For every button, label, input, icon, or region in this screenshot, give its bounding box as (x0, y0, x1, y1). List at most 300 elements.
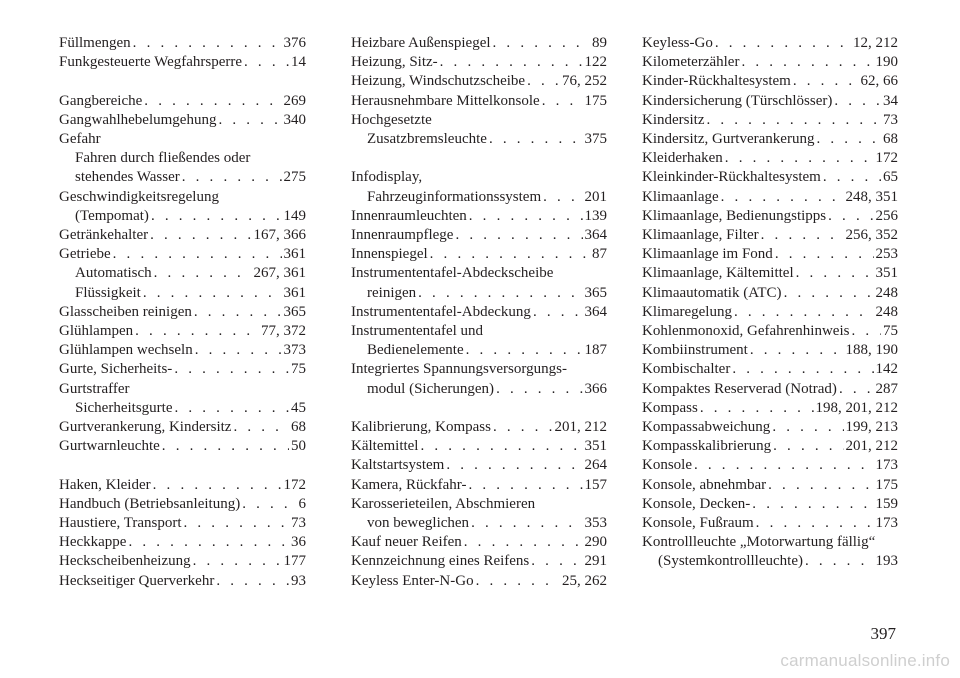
index-entry (59, 111, 306, 130)
index-entry-line (642, 341, 898, 360)
page-reference: 122 (584, 54, 607, 71)
page-reference: 75 (291, 361, 306, 378)
index-term: Integriertes Spannungsversorgungs- (351, 361, 567, 378)
index-term: Handbuch (Betriebsanleitung) (59, 495, 241, 512)
index-entry-line (351, 380, 607, 399)
index-term: Kompasskalibrierung (642, 438, 772, 455)
index-term: Klimaanlage, Kältemittel (642, 265, 794, 282)
index-term: Fahrzeuginformationssystem (367, 188, 542, 205)
index-term: Kindersicherung (Türschlösser) (642, 92, 833, 109)
index-term: Innenraumleuchten (351, 207, 467, 224)
dot-leader (839, 380, 874, 399)
page-reference: 248, 351 (845, 188, 898, 205)
index-entry (59, 418, 306, 437)
index-entry (642, 188, 898, 207)
index-column-3 (642, 34, 898, 572)
index-entry-line (59, 360, 306, 379)
index-term: Heizung, Sitz- (351, 54, 438, 71)
index-term: Haken, Kleider (59, 476, 151, 493)
page-reference: 173 (875, 515, 898, 532)
index-term: Kombiinstrument (642, 342, 748, 359)
index-entry (642, 456, 898, 475)
index-entry-line (59, 322, 306, 341)
index-entry (59, 34, 306, 53)
index-entry-line (351, 111, 607, 130)
index-entry-line (59, 264, 306, 283)
page-reference: 172 (283, 476, 306, 493)
dot-leader (768, 476, 873, 495)
index-entry (642, 514, 898, 533)
index-term: Keyless-Go (642, 35, 713, 51)
index-entry (351, 53, 607, 72)
index-entry-line (351, 495, 607, 514)
dot-leader (775, 245, 874, 264)
index-entry-line (59, 284, 306, 303)
index-entry (351, 245, 607, 264)
index-entry (59, 226, 306, 245)
index-entry-line (59, 399, 306, 418)
index-entry (642, 149, 898, 168)
index-entry-line (642, 130, 898, 149)
index-term: modul (Sicherungen) (367, 380, 495, 397)
index-term: Gangbereiche (59, 92, 143, 109)
index-entry-line (642, 284, 898, 303)
dot-leader (700, 399, 814, 418)
index-entry-line (59, 476, 306, 495)
index-entry-line (59, 149, 306, 168)
page-reference: 190 (875, 54, 898, 71)
index-entry (642, 284, 898, 303)
index-entry (59, 303, 306, 322)
page-reference: 6 (298, 495, 306, 512)
dot-leader (174, 399, 289, 418)
index-term: Kalibrierung, Kompass (351, 419, 491, 436)
index-entry (351, 322, 607, 360)
index-entry (59, 360, 306, 379)
index-term: stehendes Wasser (75, 169, 180, 186)
index-entry (351, 92, 607, 111)
index-term: Klimaanlage im Fond (642, 246, 773, 263)
index-entry (59, 264, 306, 283)
page-reference: 173 (875, 457, 898, 474)
dot-leader (174, 360, 289, 379)
dot-leader (543, 188, 582, 207)
index-entry (351, 207, 607, 226)
index-term: Kamera, Rückfahr- (351, 476, 467, 493)
index-term: Kombischalter (642, 361, 731, 378)
page-reference: 12, 212 (853, 35, 898, 51)
index-entry (642, 476, 898, 495)
index-entry-line (642, 399, 898, 418)
index-column-1 (59, 34, 306, 591)
index-entry (351, 168, 607, 206)
index-term: Kennzeichnung eines Reifens (351, 553, 530, 570)
dot-leader (531, 552, 582, 571)
index-term: Fahren durch fließendes oder (75, 150, 251, 167)
index-entry (351, 418, 607, 437)
page-reference: 364 (584, 227, 607, 244)
index-entry-line (351, 552, 607, 571)
dot-leader (216, 572, 289, 591)
dot-leader (793, 72, 859, 91)
index-entry-line (351, 188, 607, 207)
index-entry-line (351, 322, 607, 341)
index-entry (59, 245, 306, 264)
index-entry (642, 341, 898, 360)
page-reference: 34 (883, 92, 898, 109)
page-reference: 50 (291, 438, 306, 455)
index-term: Kontrollleuchte „Motorwartung fällig“ (642, 534, 876, 551)
page-number: 397 (870, 624, 896, 643)
page-reference: 159 (875, 495, 898, 512)
page-reference: 248 (875, 303, 898, 320)
index-entry (642, 130, 898, 149)
dot-leader (471, 514, 582, 533)
dot-leader (816, 130, 881, 149)
index-term: Gurtwarnleuchte (59, 438, 160, 455)
dot-leader (533, 303, 583, 322)
index-term: Heckkappe (59, 534, 127, 551)
index-entry-line (59, 168, 306, 187)
index-entry-line (351, 476, 607, 495)
page-reference: 76, 252 (562, 73, 607, 90)
index-entry-line (642, 111, 898, 130)
index-term: (Tempomat) (75, 207, 149, 224)
index-entry-line (642, 514, 898, 533)
dot-leader (493, 418, 553, 437)
index-entry-line (642, 188, 898, 207)
index-entry-line (59, 437, 306, 456)
index-term: Heizbare Außenspiegel (351, 35, 491, 51)
index-term: reinigen (367, 284, 417, 301)
index-entry (642, 303, 898, 322)
index-entry-line (642, 437, 898, 456)
index-entry-line (59, 380, 306, 399)
index-entry (59, 322, 306, 341)
index-entry-line (351, 341, 607, 360)
page-reference: 361 (283, 284, 306, 301)
index-entry (351, 572, 607, 591)
dot-leader (734, 303, 874, 322)
dot-leader (466, 341, 583, 360)
page-reference: 291 (584, 553, 607, 570)
index-entry-line (351, 92, 607, 111)
index-term: Kaltstartsystem (351, 457, 445, 474)
index-entry-line (642, 322, 898, 341)
page-reference: 172 (875, 150, 898, 167)
index-entry (642, 322, 898, 341)
dot-leader (773, 437, 843, 456)
dot-leader (143, 284, 282, 303)
index-entry-line (351, 303, 607, 322)
dot-leader (113, 245, 282, 264)
page-reference: 87 (592, 246, 607, 263)
dot-leader (468, 476, 582, 495)
index-entry (642, 533, 898, 571)
page-reference: 14 (291, 54, 306, 71)
index-entry (642, 72, 898, 91)
index-term: Kinder-Rückhaltesystem (642, 73, 791, 90)
index-entry (351, 226, 607, 245)
dot-leader (218, 111, 281, 130)
dot-leader (706, 111, 881, 130)
index-entry (642, 168, 898, 187)
index-entry-line (59, 92, 306, 111)
index-term: Gefahr (59, 131, 101, 147)
index-term: Sicherheitsgurte (75, 399, 173, 416)
index-entry (351, 456, 607, 475)
index-entry-line (59, 514, 306, 533)
page-reference: 267, 361 (253, 265, 306, 282)
index-entry (642, 111, 898, 130)
page-reference: 142 (875, 361, 898, 378)
page-reference: 139 (584, 207, 607, 224)
index-entry-line (59, 111, 306, 130)
page-reference: 75 (883, 323, 898, 340)
index-term: Bedienelemente (367, 342, 464, 359)
index-term: Hochgesetzte (351, 111, 432, 128)
page-reference: 25, 262 (562, 572, 607, 589)
dot-leader (805, 552, 874, 571)
dot-leader (750, 341, 844, 360)
page-reference: 68 (883, 131, 898, 148)
dot-leader (464, 533, 583, 552)
index-entry (59, 341, 306, 360)
dot-leader (476, 572, 560, 591)
index-term: Kleinkinder-Rückhaltesystem (642, 169, 821, 186)
page-reference: 89 (592, 35, 607, 51)
index-entry-line (642, 53, 898, 72)
index-term: Herausnehmbare Mittelkonsole (351, 92, 540, 109)
index-entry-line (59, 188, 306, 207)
dot-leader (756, 514, 874, 533)
dot-leader (761, 226, 844, 245)
index-entry (642, 207, 898, 226)
index-term: Instrumententafel-Abdeckscheibe (351, 265, 554, 282)
index-entry (351, 111, 607, 149)
watermark: carmanualsonline.info (780, 651, 950, 670)
dot-leader (193, 552, 282, 571)
page-reference: 45 (291, 399, 306, 416)
index-entry (351, 552, 607, 571)
dot-leader (162, 437, 289, 456)
index-entry (642, 226, 898, 245)
page-reference: 376 (283, 35, 306, 51)
index-term: Kältemittel (351, 438, 419, 455)
index-entry (59, 130, 306, 188)
index-term: Kleiderhaken (642, 150, 723, 167)
dot-leader (154, 264, 252, 283)
index-entry-line (351, 360, 607, 379)
page-reference: 175 (875, 476, 898, 493)
index-entry-line (351, 284, 607, 303)
page-reference: 364 (584, 303, 607, 320)
dot-leader (144, 92, 281, 111)
dot-leader (151, 207, 282, 226)
page-reference: 361 (283, 246, 306, 263)
page-reference: 290 (584, 534, 607, 551)
page-reference: 187 (584, 342, 607, 359)
index-term: Kindersitz, Gurtverankerung (642, 131, 815, 148)
index-entry (59, 188, 306, 226)
dot-leader (741, 53, 873, 72)
page-reference: 256, 352 (845, 227, 898, 244)
dot-leader (195, 341, 282, 360)
dot-leader (527, 72, 560, 91)
page-reference: 201, 212 (845, 438, 898, 455)
dot-leader (182, 168, 282, 187)
index-entry-line (59, 130, 306, 149)
index-entry (59, 380, 306, 418)
index-entry-line (642, 418, 898, 437)
index-entry-line (351, 226, 607, 245)
index-term: Glühlampen wechseln (59, 342, 193, 359)
index-entry (642, 92, 898, 111)
index-term: Konsole, Decken- (642, 495, 751, 512)
page-reference: 264 (584, 457, 607, 474)
page-reference: 188, 190 (845, 342, 898, 359)
index-entry-line (59, 34, 306, 53)
index-entry-line (351, 168, 607, 187)
dot-leader (420, 437, 582, 456)
index-entry-line (59, 418, 306, 437)
page-reference: 366 (584, 380, 607, 397)
index-term: Kauf neuer Reifen (351, 534, 462, 551)
index-term: Heckseitiger Querverkehr (59, 572, 215, 589)
dot-leader (153, 476, 282, 495)
dot-leader (455, 226, 582, 245)
index-entry-line (642, 207, 898, 226)
index-entry-line (59, 341, 306, 360)
index-term: Innenspiegel (351, 246, 428, 263)
index-entry (351, 303, 607, 322)
index-entry (351, 476, 607, 495)
index-entry-line (351, 418, 607, 437)
index-term: Gurtverankerung, Kindersitz (59, 419, 232, 436)
dot-leader (233, 418, 289, 437)
page-reference: 365 (283, 303, 306, 320)
index-entry-line (59, 53, 306, 72)
dot-leader (135, 322, 259, 341)
dot-leader (542, 92, 583, 111)
index-term: Kompaktes Reserverad (Notrad) (642, 380, 837, 397)
index-term: Gurte, Sicherheits- (59, 361, 173, 378)
index-term: Gurtstraffer (59, 380, 130, 397)
dot-leader (150, 226, 251, 245)
page-reference: 199, 213 (845, 419, 898, 436)
index-entry (351, 437, 607, 456)
dot-leader (446, 456, 582, 475)
index-term: Zusatzbremsleuchte (367, 131, 487, 148)
index-term: Karosserieteilen, Abschmieren (351, 495, 536, 512)
page-reference: 36 (291, 534, 306, 551)
page-reference: 157 (584, 476, 607, 493)
index-entry-line (351, 53, 607, 72)
index-term: Flüssigkeit (75, 284, 141, 301)
index-term: Konsole (642, 457, 692, 474)
dot-leader (133, 34, 282, 53)
index-entry (642, 360, 898, 379)
page-reference: 149 (283, 207, 306, 224)
index-entry (59, 533, 306, 552)
dot-leader (469, 207, 583, 226)
index-entry (351, 72, 607, 91)
page-reference: 373 (283, 342, 306, 359)
index-entry-line (642, 168, 898, 187)
index-term: Geschwindigkeitsregelung (59, 188, 219, 205)
dot-leader (244, 53, 289, 72)
index-entry-line (59, 495, 306, 514)
index-entry-line (351, 572, 607, 591)
dot-leader (194, 303, 282, 322)
page-reference: 177 (283, 553, 306, 570)
index-entry-line (351, 264, 607, 283)
index-term: Heckscheibenheizung (59, 553, 191, 570)
page-reference: 167, 366 (253, 227, 306, 244)
page-reference: 68 (291, 419, 306, 436)
index-entry-line (351, 72, 607, 91)
dot-leader (694, 456, 874, 475)
index-entry (642, 245, 898, 264)
index-column-2 (351, 34, 607, 591)
index-term: Instrumententafel und (351, 323, 484, 340)
dot-leader (721, 188, 844, 207)
index-entry (642, 437, 898, 456)
index-entry (59, 92, 306, 111)
index-term: Glasscheiben reinigen (59, 303, 192, 320)
index-entry-line (642, 226, 898, 245)
page-reference: 201 (584, 188, 607, 205)
page-reference: 375 (584, 131, 607, 148)
index-term: Füllmengen (59, 35, 131, 51)
index-entry (642, 399, 898, 418)
page-reference: 73 (291, 515, 306, 532)
index-term: Heizung, Windschutzscheibe (351, 73, 526, 90)
page-reference: 62, 66 (860, 73, 898, 90)
dot-leader (851, 322, 881, 341)
index-entry-line (59, 552, 306, 571)
index-term: Getriebe (59, 246, 111, 263)
index-term: Klimaanlage, Bedienungstipps (642, 207, 827, 224)
index-entry-line (351, 34, 607, 53)
page-reference: 193 (875, 553, 898, 570)
dot-leader (715, 34, 851, 53)
dot-leader (493, 34, 590, 53)
index-term: Gangwahlhebelumgehung (59, 111, 217, 128)
index-term: Infodisplay, (351, 169, 423, 186)
index-term: Kohlenmonoxid, Gefahrenhinweis (642, 323, 850, 340)
page-reference: 269 (283, 92, 306, 109)
index-term: Haustiere, Transport (59, 515, 182, 532)
index-entry-line (59, 572, 306, 591)
index-term: Kindersitz (642, 111, 705, 128)
index-term: Konsole, Fußraum (642, 515, 754, 532)
index-term: Innenraumpflege (351, 227, 454, 244)
dot-leader (489, 130, 583, 149)
page-reference: 65 (883, 169, 898, 186)
index-term: Klimaregelung (642, 303, 732, 320)
index-term: Klimaanlage, Filter (642, 227, 759, 244)
dot-leader (772, 418, 843, 437)
index-entry-line (642, 552, 898, 571)
index-entry-line (59, 245, 306, 264)
dot-leader (440, 53, 583, 72)
index-entry (351, 34, 607, 53)
dot-leader (796, 264, 874, 283)
index-entry-line (642, 149, 898, 168)
index-entry (59, 514, 306, 533)
index-entry (59, 437, 306, 456)
